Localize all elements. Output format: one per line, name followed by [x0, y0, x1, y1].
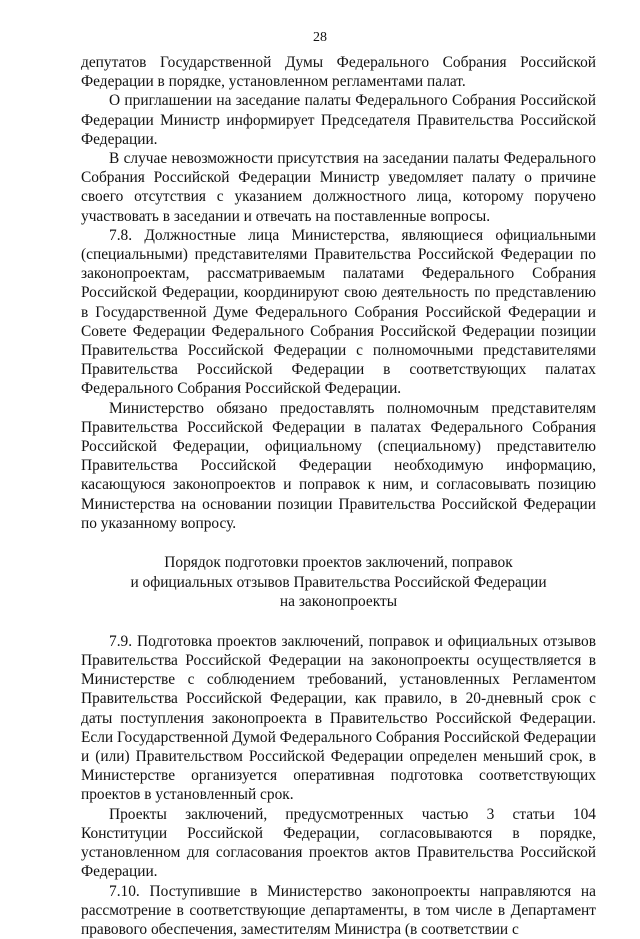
paragraph: О приглашении на заседание палаты Федерального Собрания Российской Федерации Министр информирует Председателя Правительства Российской Федерации. — [81, 91, 596, 149]
document-body — [81, 53, 596, 939]
section-heading-line: Порядок подготовки проектов заключений, поправок — [81, 553, 596, 573]
paragraph: 7.10. Поступившие в Министерство законопроекты направляются на рассмотрение в соответствующие департаменты, в том числе в Департамент правового обеспечения, заместителям Министра (в соответствии с — [81, 882, 596, 939]
section-heading — [81, 553, 596, 612]
page-number: 28 — [0, 30, 640, 46]
section-heading-line: на законопроекты — [81, 592, 596, 612]
paragraph: 7.9. Подготовка проектов заключений, поправок и официальных отзывов Правительства Российской Федерации на законопроекты осуществляется в Министерстве с соблюдением требований, установленных Регламентом Правительства Российской Федерации, как правило, в 20-дневный срок с даты поступления законопроекта в Правительство Российской Федерации. Если Государственной Думой Федерального Собрания Российской Федерации и (или) Правительством Российской Федерации определен меньший срок, в Министерстве организуется оперативная подготовка соответствующих проектов в установленный срок. — [81, 632, 596, 805]
paragraph: депутатов Государственной Думы Федерального Собрания Российской Федерации в порядке, установленном регламентами палат. — [81, 53, 596, 91]
section-heading-line: и официальных отзывов Правительства Российской Федерации — [81, 573, 596, 593]
paragraph: В случае невозможности присутствия на заседании палаты Федерального Собрания Российской Федерации Министр уведомляет палату о причине своего отсутствия с указанием должностного лица, которому поручено участвовать в заседании и отвечать на поставленные вопросы. — [81, 149, 596, 226]
paragraph: Министерство обязано предоставлять полномочным представителям Правительства Российской Федерации в палатах Федерального Собрания Российской Федерации, официальному (специальному) представителю Правительства Российской Федерации необходимую информацию, касающуюся законопроектов и поправок к ним, и согласовывать позицию Министерства на основании позиции Правительства Российской Федерации по указанному вопросу. — [81, 399, 596, 533]
paragraph: 7.8. Должностные лица Министерства, являющиеся официальными (специальными) представителями Правительства Российской Федерации по законопроектам, рассматриваемым палатами Федерального Собрания Российской Федерации, координируют свою деятельность по представлению в Государственной Думе Федерального Собрания Российской Федерации и Совете Федерации Федерального Собрания Российской Федерации позиции Правительства Российской Федерации с полномочными представителями Правительства Российской Федерации в соответствующих палатах Федерального Собрания Российской Федерации. — [81, 226, 596, 399]
paragraph: Проекты заключений, предусмотренных частью 3 статьи 104 Конституции Российской Федерации, согласовываются в порядке, установленном для согласования проектов актов Правительства Российской Федерации. — [81, 805, 596, 882]
